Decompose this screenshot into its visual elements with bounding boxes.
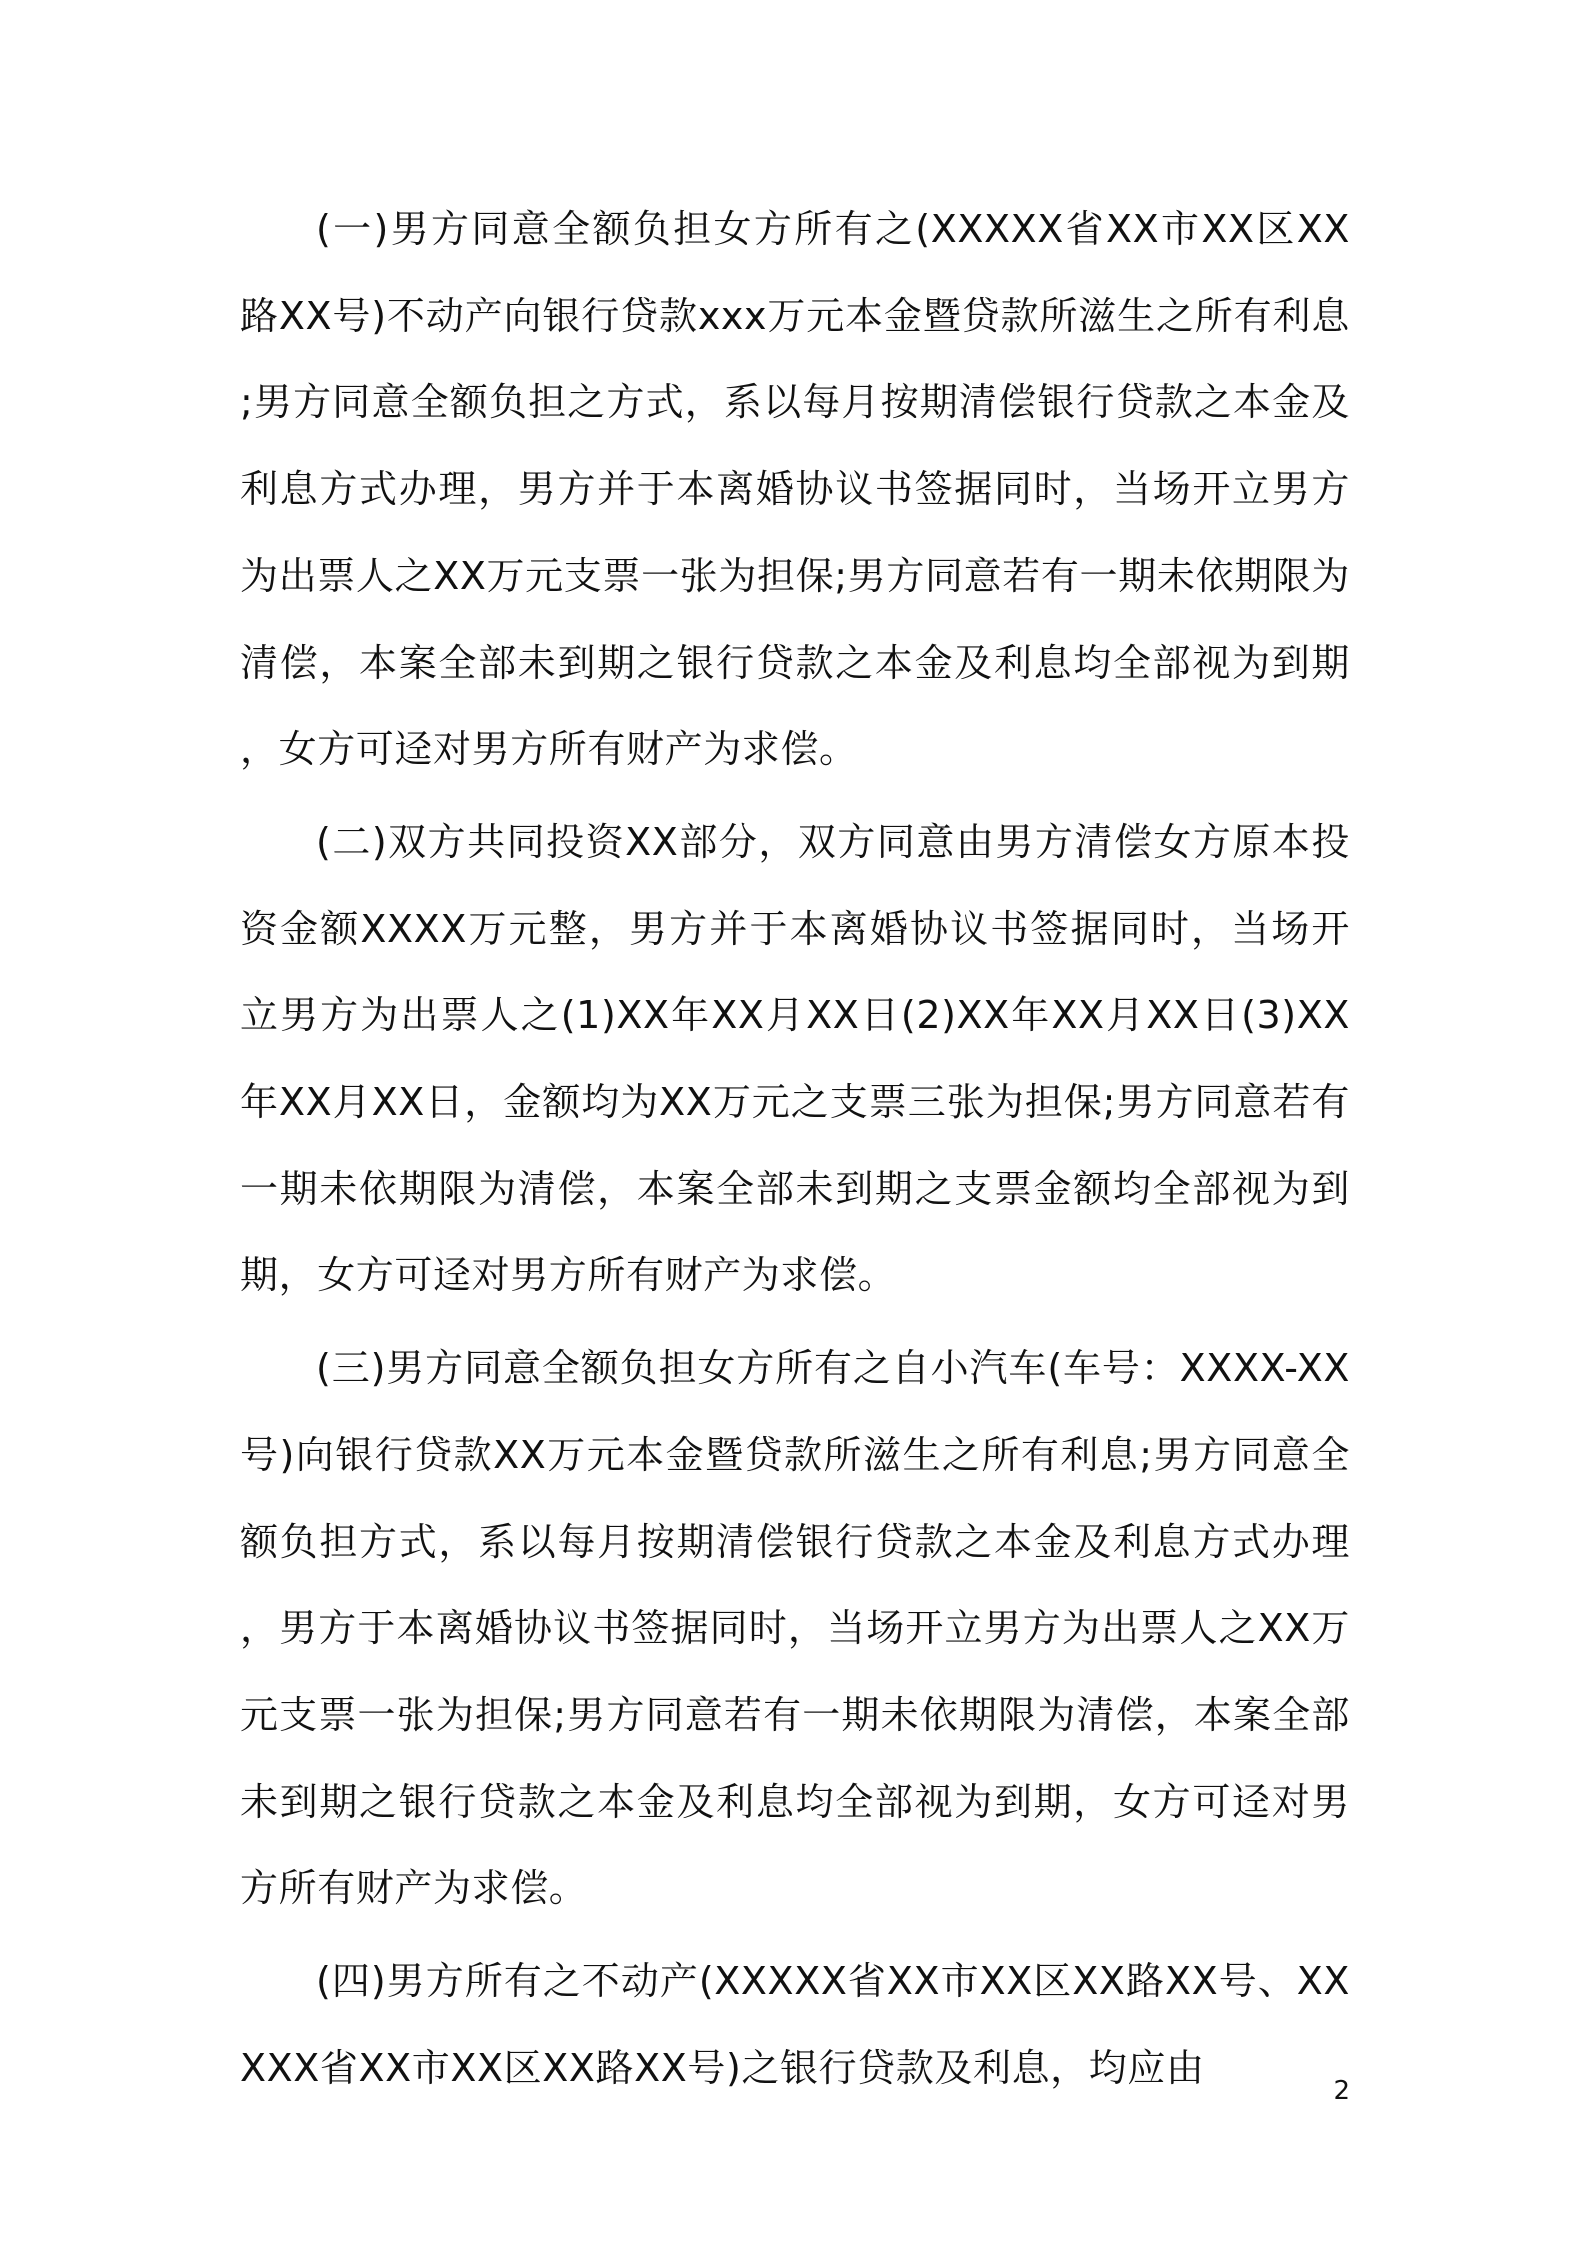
document-body bbox=[240, 186, 1350, 2117]
paragraph-4: (四)男方所有之不动产(XXXXX省XX市XX区XX路XX号、XXXXX省XX市XX区XX路XX号)之银行贷款及利息，均应由 bbox=[240, 1959, 1350, 2090]
paragraph-1: (一)男方同意全额负担女方所有之(XXXXX省XX市XX区XX路XX号)不动产向银行贷款xxx万元本金暨贷款所滋生之所有利息;男方同意全额负担之方式，系以每月按期清偿银行贷款之本金及利息方式办理，男方并于本离婚协议书签据同时，当场开立男方为出票人之XX万元支票一张为担保;男方同意若有一期未依期限为清偿，本案全部未到期之银行贷款之本金及利息均全部视为到期，女方可迳对男方所有财产为求偿。 bbox=[240, 207, 1350, 772]
page-number: 2 bbox=[1333, 2076, 1350, 2106]
paragraph-2: (二)双方共同投资XX部分，双方同意由男方清偿女方原本投资金额XXXX万元整，男方并于本离婚协议书签据同时，当场开立男方为出票人之(1)XX年XX月XX日(2)XX年XX月XX日(3)XX年XX月XX日，金额均为XX万元之支票三张为担保;男方同意若有一期未依期限为清偿，本案全部未到期之支票金额均全部视为到期，女方可迳对男方所有财产为求偿。 bbox=[240, 819, 1351, 1298]
paragraph-3: (三)男方同意全额负担女方所有之自小汽车(车号：XXXX-XX号)向银行贷款XX万元本金暨贷款所滋生之所有利息;男方同意全额负担方式，系以每月按期清偿银行贷款之本金及利息方式办理，男方于本离婚协议书签据同时，当场开立男方为出票人之XX万元支票一张为担保;男方同意若有一期未依期限为清偿，本案全部未到期之银行贷款之本金及利息均全部视为到期，女方可迳对男方所有财产为求偿。 bbox=[240, 1346, 1350, 1911]
